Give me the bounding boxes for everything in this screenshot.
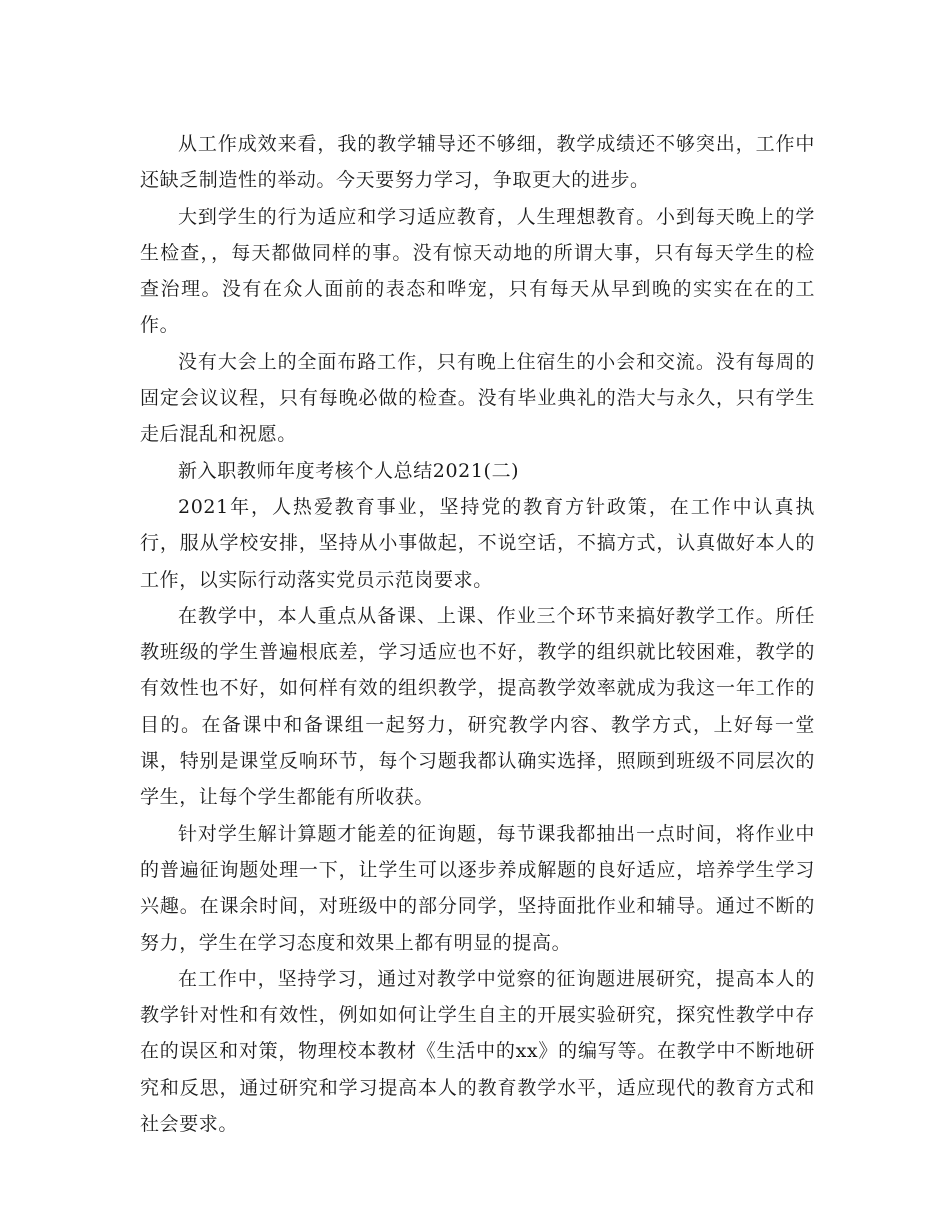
document-body [140,126,815,1142]
paragraph-teaching: 在教学中，本人重点从备课、上课、作业三个环节来搞好教学工作。所任教班级的学生普遍根底差，学习适应也不好，教学的组织就比较困难，教学的有效性也不好，如何样有效的组织教学，提高教学效率就成为我这一年工作的目的。在备课中和备课组一起努力，研究教学内容、教学方式，上好每一堂课，特别是课堂反响环节，每个习题我都认确实选择，照顾到班级不同层次的学生，让每个学生都能有所收获。 [140,604,815,809]
paragraph-year-summary: 2021年，人热爱教育事业，坚持党的教育方针政策，在工作中认真执行，服从学校安排，坚持从小事做起，不说空话，不搞方式，认真做好本人的工作，以实际行动落实党员示范岗要求。 [140,495,815,591]
paragraph-research: 在工作中，坚持学习，通过对教学中觉察的征询题进展研究，提高本人的教学针对性和有效性，例如如何让学生自主的开展实验研究，探究性教学中存在的误区和对策，物理校本教材《生活中的xx》的编写等。在教学中不断地研究和反思，通过研究和学习提高本人的教育教学水平，适应现代的教育方式和社会要求。 [140,967,815,1136]
paragraph-problem-solving: 针对学生解计算题才能差的征询题，每节课我都抽出一点时间，将作业中的普遍征询题处理一下，让学生可以逐步养成解题的良好适应，培养学生学习兴趣。在课余时间，对班级中的部分同学，坚持面批作业和辅导。通过不断的努力，学生在学习态度和效果上都有明显的提高。 [140,822,815,954]
section-heading: 新入职教师年度考核个人总结2021(二) [178,459,520,482]
paragraph-student-education: 大到学生的行为适应和学习适应教育，人生理想教育。小到每天晚上的学生检查，，每天都做同样的事。没有惊天动地的所谓大事，只有每天学生的检查治理。没有在众人面前的表态和哗宠，只有每天从早到晚的实实在在的工作。 [140,205,815,337]
paragraph-daily-checks: 没有大会上的全面布路工作，只有晚上住宿生的小会和交流。没有每周的固定会议议程，只有每晚必做的检查。没有毕业典礼的浩大与永久，只有学生走后混乱和祝愿。 [140,350,815,446]
paragraph-work-results: 从工作成效来看，我的教学辅导还不够细，教学成绩还不够突出，工作中还缺乏制造性的举动。今天要努力学习，争取更大的进步。 [140,133,815,192]
